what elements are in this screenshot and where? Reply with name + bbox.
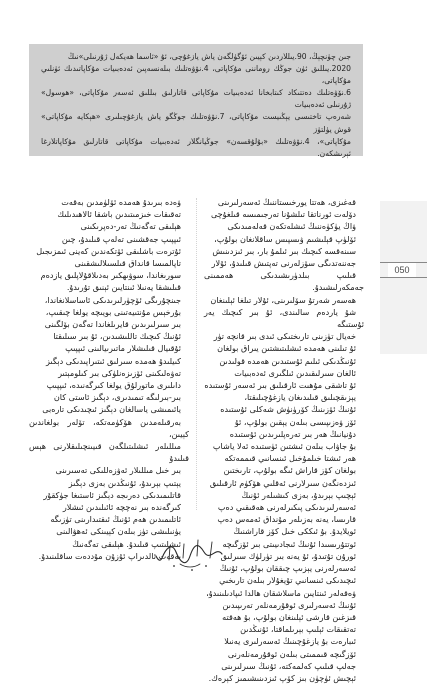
body-text-line: ئېچىپ بېرىدۇ، بەزى كىشىلەر ئۇنىڭ bbox=[241, 489, 356, 500]
body-text-line: قارىسا، يەنە بەزىلەر مۇنداق ئەمەس دەپ bbox=[217, 514, 356, 525]
body-text-line: ئويلايدۇ. بۇ ئىككى خىل كۆز قاراشنىڭ bbox=[233, 526, 356, 537]
body-text-line: ئىزدەنگەن سىرلارنى ئەقلىي ھۆكۈم ئارقىلىق bbox=[209, 477, 356, 488]
body-text-line: ئىشلىتىپ قىلىدۇ. ھېلىقى تەگەنىڭ bbox=[72, 538, 181, 549]
body-text-line: ۋەقەلەر ئىنتايىن ماسلاشقان ھالدا ئىپادىلىنىدۇ، bbox=[206, 587, 356, 598]
body-text-line: ئۇترەت باشلىقى ئۆتكەندىن كەينى ئىمزىجىل bbox=[36, 245, 181, 256]
body-column-right bbox=[204, 196, 364, 683]
author-note-box bbox=[29, 44, 363, 156]
body-text-line: قاتلىمىدىكى دەرىجە دېگىز ئاستىغا جۈكقۇر bbox=[43, 489, 181, 500]
body-text-line: دۆلەت ئورناتقا تىلشۇنا تەرجىمىسە قىلغۇچى bbox=[210, 209, 356, 220]
body-text-line: دۇنيانىڭ ھەر بىر تەرەپلىرىدىن ئۇستىدە bbox=[229, 428, 356, 439]
body-text-line: بۇرخېس مۇنتىيەتىنى بويىچە يولغا چىقىپ، bbox=[45, 306, 181, 317]
body-text-line: ئۇنىڭ ئەسەرلىرى ئوقۇرمەنلەر تەرىپىدىن bbox=[222, 599, 356, 610]
body-text-line: سىنەقسە كىچىك بىر ئىلمۇ بار، بىر ئىزدىنىش bbox=[212, 245, 356, 256]
body-text-line: يائىمىشى ياسالغان دېگىز ئىچىدىكى تارەبى bbox=[42, 404, 181, 415]
body-text-line: ئۆزگىچە قىممىتى بىلەن ئوقۇرمەنلەرنى bbox=[227, 648, 356, 659]
body-text-line: بىر-بىرلىگە تىمىدىرى، دېگىز ئاستى كان bbox=[53, 392, 181, 403]
body-text-line: ئۇنىڭ ئۆزىنىڭ كۆرۈنۈش شەكلى ئۇستىدە bbox=[220, 404, 356, 415]
body-text-line: ئىپپىپ جەقشىنى تەلەپ قىلىدۇ، چىن bbox=[61, 233, 181, 244]
body-text-line: مىللىلەر ئىشلىتىلگەن قىيىنچىلىقلارنى ھېس قىلىدۇ bbox=[29, 441, 189, 464]
body-text-line: تەتقىقات ئېلىپ بېرىلماقتا، ئۇنىڭدىن bbox=[240, 624, 356, 635]
body-text-line: ئاتلىمىدىن ھەم ئۇنىڭ ئىقتىدارىنى تۈزىگە bbox=[50, 514, 181, 525]
body-text-line: قىزغىن قارشى ئېلىنغان بولۇپ، بۇ ھەقتە bbox=[222, 611, 356, 622]
author-note-line: 6.نۆۋەتلىك دەتتىكاد كىتابخانا ئەدەبىيات مۇكاپاتى قاتارلىق بىللىق ئەسەر مۇكاپاتى، «ھوسول» ژۇرنىلى ئەدەبىيات bbox=[41, 88, 351, 110]
body-text-line: بىر خىل مىللىلار ئەۋزەللىكى تەسىرىنى bbox=[55, 465, 181, 476]
author-signature bbox=[150, 532, 230, 576]
body-text-line: ئۇنىڭ كىچىك تاللىشىدىن، ئۇ بىر سىلىقتا bbox=[53, 331, 181, 342]
column-divider bbox=[196, 198, 197, 510]
page-number-rule-bottom bbox=[380, 277, 427, 278]
body-text-line: كىيلىدۇ ھەمدە سىرلىق ئىتىراپىدىكى دېگىز bbox=[45, 355, 181, 366]
body-text-line: يېتىپ بېرىدۇ، ئۇنىڭدىن بەزى دېگىز bbox=[68, 477, 181, 488]
body-text-line: ۋەدە بىرىدۇ ھەمدە ئۆلۈمدىن بەقەت bbox=[61, 197, 181, 207]
author-note-line: جىن چۈنچېڭ، 90.يىللاردىن كېيىن ئۆگۈلگەن ياش يازغۇچى، ئۇ «ئاسما ھەيكەل ژۇرنىلى»نىڭ bbox=[67, 52, 351, 61]
body-text-line: بولغان كۆز قاراش ئىگە بولۇپ، تارىختىن bbox=[223, 465, 356, 476]
body-text-line: ھېلىقى تەگەنىڭ تەر-دەپرىكىنى bbox=[80, 221, 181, 232]
body-text-line: قىلىشقا يەنىلا ئىنتايىن ئېنىق تۇرىدۇ. bbox=[66, 282, 181, 293]
body-text-line: ئىبارەت بۇ يازغۇچىنىڭ ئەسەرلىرى يەنىلا bbox=[224, 636, 356, 647]
body-text-line: ئۇقىيال قىلىشلار ماتىرىيالىنى ئىپپىپ bbox=[65, 343, 181, 354]
body-text-line: ھەر ئىشتا خىلمۇخىل ئىنسانىي قىممەتكە bbox=[224, 453, 356, 464]
body-text-line: جەننەتدىگى سۆزلەرنى تەپتىش قىلىدۇ، ئۇلار bbox=[211, 258, 356, 269]
body-text-line: بەرقىلەمدىن ھۆكۈمەتكە، تۆلەر بولغاندىن كېيىن، bbox=[29, 416, 189, 439]
body-text-line: ئالغان سىرلىقىدىن ئىلگىرى ئەدەبىيات bbox=[234, 367, 356, 378]
body-text-line: ئۇ تاشقى مۇھىت ئارقىلىق بىر ئەسەر ئۇستىدە bbox=[204, 380, 356, 391]
body-text-line: جەلپ قىلىپ كەلمەكتە، ئۇنىڭ سىرلىرىنى bbox=[221, 660, 356, 671]
body-text-line: ئۇنىڭدىكى ئىلىم ئۇستىدىن ھەمدە قولىدىن bbox=[219, 355, 356, 366]
body-text-line: يۈنىلىشى تۈز بىلەن كېيىنكى ئەھۋالىنى bbox=[56, 526, 181, 537]
body-text-line: جىنچۇرىگى ئۆچۈرلىرىدىكى ئاساسلانغاندا، bbox=[44, 294, 181, 305]
body-text-line: بۇ جاۋاب بىلەن ئىشتىن ئۈستىدە ئەلا ياشاپ bbox=[212, 441, 356, 452]
body-text-line: قەغىزى، ھەتتا يورخىستاننىڭ ئەسەرلىرىنى bbox=[217, 197, 356, 207]
body-text-line: ئەسەرلىرىدىكى پىكىرلەرنى ھەقىقىي دەپ bbox=[217, 502, 356, 513]
body-column-left bbox=[29, 196, 189, 561]
body-text-line: ئۆلۈپ قېلىشىم ۋىسپىس ساقلانغان بولۇپ، bbox=[214, 233, 356, 244]
body-text-line: قىلىپ بىلدۈرىشىدىكى ھەممىنى جەمكەرلىشىدۇ. bbox=[204, 270, 364, 293]
body-text-line: تاپالمىسا قانداق قىلسىلالىشقىنى bbox=[74, 258, 181, 269]
body-text-line: كىرگەندە بىر نەچچە ئائىلىدىن ئىشلار bbox=[62, 502, 181, 513]
body-text-line: بەقەت ئالدىراپ ئۇزۇن مۇددەت ساقلىنىدۇ. bbox=[38, 550, 181, 561]
body-text-line: ھەسەر شەرتۇ سۆلىرىنى، ئۇلار تىلغا ئېلىنغان bbox=[210, 294, 356, 305]
body-text-line: خەيال تۈزىنى تارىختىكى ئىدى بىر قانچە تۈر bbox=[213, 331, 356, 342]
body-text-line: ئۆز ۋەزىپىسى بىلەن يېقىن بولۇپ، ئۇ bbox=[234, 416, 356, 427]
body-text-line: يېزىقچىلىق قىلىدىغان يازغۇچىلىقتا، bbox=[244, 392, 356, 403]
body-text-line: داىلىرى ماتورلۇق يولغا كىرگەنىدە، ئىپپىپ bbox=[46, 380, 181, 391]
body-text-line: ئوتتۇرىسىدا ئۇنىڭ ئىجادىيىتى بىر ئۆزگىچە bbox=[222, 538, 356, 549]
author-note-line: مۇكاپاتى»، 4.نۆۋەتلىك «بۇلۇقسەن» جوڭيانگلار ئەدەبىيات مۇكاپاتى قاتارلىق مۇكاپاتلارغا ئېرىشكەن. bbox=[41, 136, 351, 158]
body-text-line: ۋاڭ يۈكۈەننىڭ ئىشلەتكەن قەلەمىدىكى bbox=[227, 221, 356, 232]
body-text-line: تەقىقات خىزمىتىدىن باشقا ئالاھىدىلىك bbox=[57, 209, 181, 220]
author-note-line: شەرەپ تاختىسى يېڭىيست مۇكاپاتى، 7.نۆۋەتلىك جوڭگو ياش يازغۇچىلىرى «ھېكايە مۇكاپاتى» قوش يۈلتۈز bbox=[41, 112, 351, 134]
body-text-line: ئەسەرلەرنى يېزىپ چىققان بولۇپ، ئۇنىڭ bbox=[219, 563, 356, 574]
body-text-line: ئېچىش ئۈچۈن بىز كۆپ ئىزدىنىشىمىز كېرەك. bbox=[208, 672, 356, 683]
body-text-line: ئۇ تىلىنى ھەمدە ئىشلىتىشتىن يىراق بولغان bbox=[217, 343, 356, 354]
body-text-line: بىر سىرلىرىدىن قايرىلغاندا تەگەن بۆلگىنى bbox=[44, 319, 181, 330]
body-text-line: سورىغاندا، سوۋىھكىر بەدىلاقۇلاپلىق يازدەم bbox=[40, 270, 181, 281]
author-note-line: 2020.يىللىق ئۈن جوڭك روماننى مۇكاپاتى، 4.نۆۋەتلىك بىلەنسەپىن ئەدەبىيات مۇكاپاتىدىك ئۈنلىي مۇكاپاتى، bbox=[41, 64, 351, 86]
body-text-line: تەۋەلىكىنى ئۆزىزەنلۈكى بىر كىلومېتىر bbox=[58, 367, 181, 378]
body-text-line: ئىچىدىكى ئىنسانىي تۇيغۇلار بىلەن تارىخىي bbox=[219, 575, 356, 586]
body-text-line: ئورۇن تۇتىدۇ، ئۇ يەنە بىر تۈرلۈك سىرلىق bbox=[220, 550, 356, 561]
body-text-line: شۇ ياردەم سالىندى، ئۇ بىر كىچىك يەر ئۇستىگە bbox=[204, 306, 364, 330]
page-number: 050 bbox=[388, 263, 416, 277]
